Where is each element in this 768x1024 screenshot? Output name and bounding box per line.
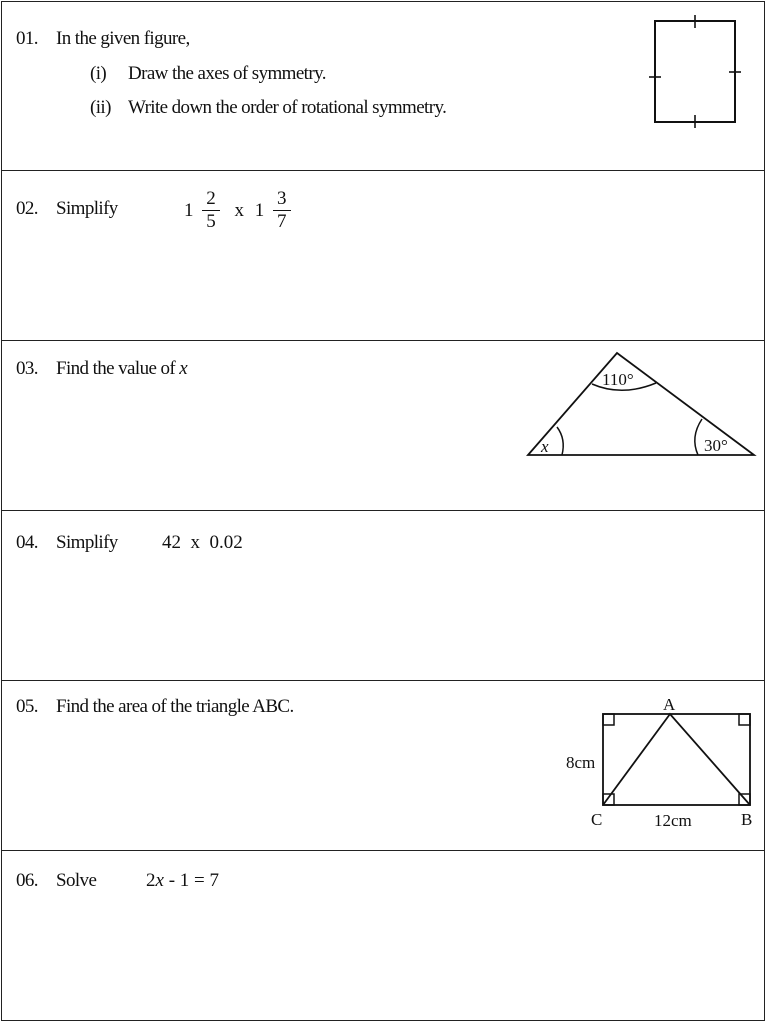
part-text: Draw the axes of symmetry. bbox=[128, 63, 326, 84]
part-text: Write down the order of rotational symmetry. bbox=[128, 97, 447, 118]
part-label: (i) bbox=[90, 63, 107, 84]
top-angle-label: 110° bbox=[602, 370, 634, 389]
coefficient: 2 bbox=[146, 870, 156, 891]
question-6 bbox=[16, 870, 96, 892]
fraction bbox=[202, 188, 220, 233]
question-3 bbox=[16, 358, 187, 380]
height-label: 8cm bbox=[566, 753, 596, 772]
numerator: 2 bbox=[202, 188, 220, 211]
question-prompt: Solve bbox=[56, 870, 97, 891]
denominator: 5 bbox=[206, 211, 216, 232]
base-label: 12cm bbox=[654, 811, 692, 830]
variable-x: x bbox=[155, 870, 164, 891]
decimal-multiplication-expression: 42 x 0.02 bbox=[162, 532, 243, 553]
question-number: 02. bbox=[16, 198, 38, 219]
linear-equation bbox=[146, 870, 219, 892]
section-divider bbox=[2, 170, 764, 171]
question-prompt: Find the value of bbox=[56, 358, 176, 379]
rectangle-shape bbox=[655, 21, 735, 122]
question-prompt: Simplify bbox=[56, 532, 118, 553]
numerator: 3 bbox=[273, 188, 291, 211]
triangle-abc-figure bbox=[562, 692, 762, 832]
left-angle-label: x bbox=[541, 437, 549, 456]
left-angle-arc bbox=[557, 427, 563, 455]
section-divider bbox=[2, 510, 764, 511]
question-number: 06. bbox=[16, 870, 38, 891]
question-2 bbox=[16, 198, 118, 220]
section-divider bbox=[2, 850, 764, 851]
question-4 bbox=[16, 532, 118, 554]
mixed-number-whole: 1 bbox=[254, 199, 265, 221]
triangle-angles-figure bbox=[522, 347, 762, 462]
denominator: 7 bbox=[277, 211, 287, 232]
vertex-label-b: B bbox=[741, 810, 753, 829]
question-1-part-i bbox=[90, 63, 326, 85]
vertex-label-c: C bbox=[591, 810, 603, 829]
question-number: 04. bbox=[16, 532, 38, 553]
equation-remainder: - 1 = 7 bbox=[163, 870, 219, 891]
right-angle-arc bbox=[695, 419, 702, 455]
symmetry-rectangle-figure bbox=[642, 12, 752, 132]
mixed-number-whole: 1 bbox=[184, 199, 194, 221]
question-prompt: Find the area of the triangle ABC. bbox=[56, 696, 294, 717]
section-divider bbox=[2, 340, 764, 341]
question-number: 03. bbox=[16, 358, 38, 379]
fraction bbox=[273, 188, 291, 233]
section-divider bbox=[2, 680, 764, 681]
triangle-abc-sides bbox=[603, 714, 750, 805]
question-prompt: Simplify bbox=[56, 198, 118, 219]
question-number: 05. bbox=[16, 696, 38, 717]
question-prompt: In the given figure, bbox=[56, 28, 190, 49]
right-angle-mark-top-right bbox=[739, 714, 750, 725]
question-1-part-ii bbox=[90, 97, 446, 119]
right-angle-mark-top-left bbox=[603, 714, 614, 725]
variable-x: x bbox=[179, 358, 188, 379]
worksheet bbox=[1, 1, 765, 1021]
mixed-fraction-expression bbox=[184, 188, 295, 233]
right-angle-label: 30° bbox=[704, 436, 728, 455]
vertex-label-a: A bbox=[663, 695, 676, 714]
part-label: (ii) bbox=[90, 97, 111, 118]
enclosing-rectangle bbox=[603, 714, 750, 805]
question-number: 01. bbox=[16, 28, 38, 49]
multiply-operator: x bbox=[234, 199, 244, 221]
question-5 bbox=[16, 696, 294, 718]
question-1 bbox=[16, 28, 190, 50]
